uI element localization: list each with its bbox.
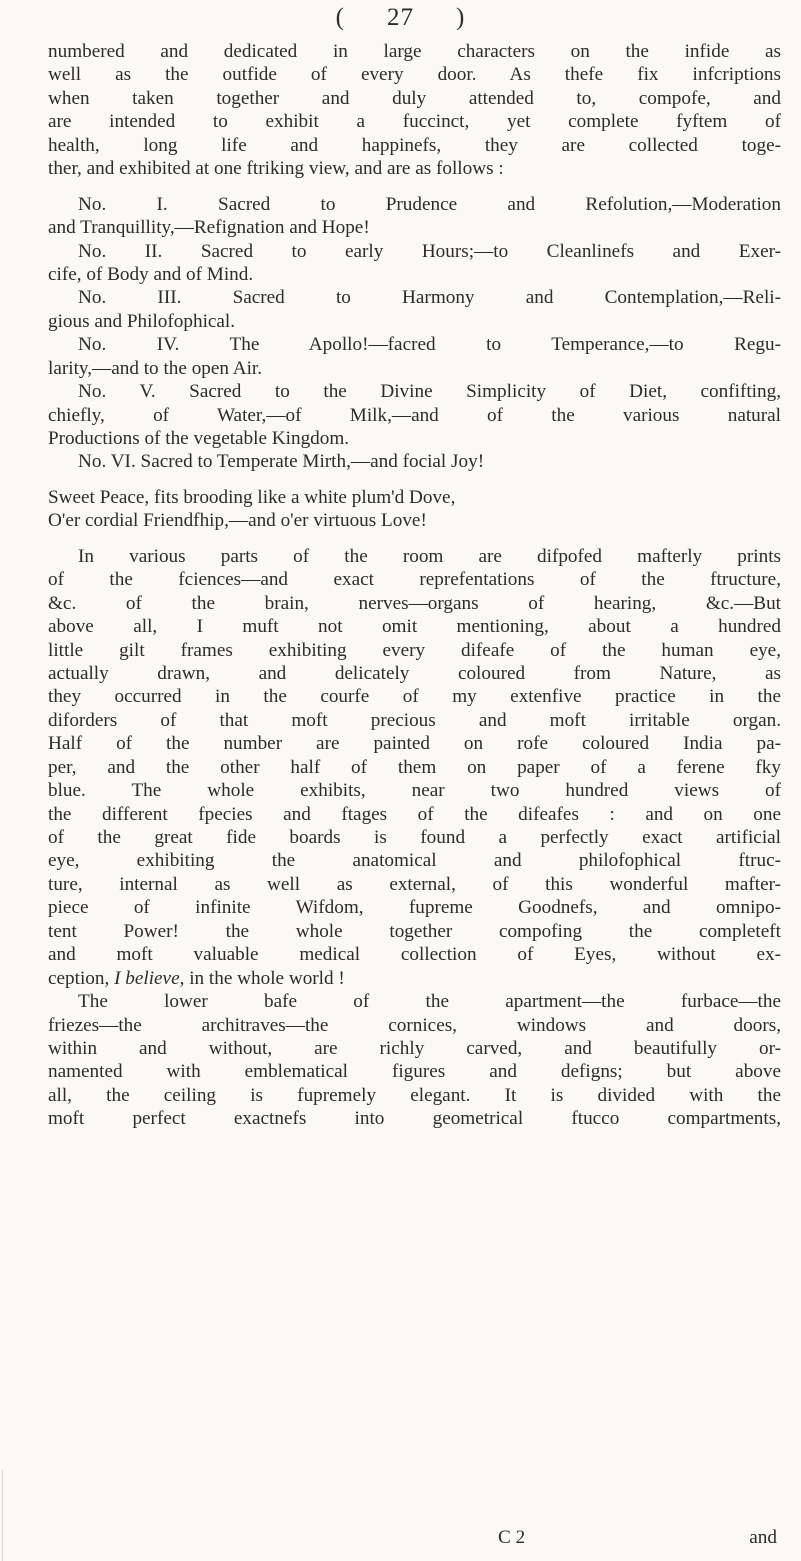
inscription-line: No. IV. The Apollo!—facred to Temperance,—to Regu- <box>78 334 781 356</box>
text-line: The lower bafe of the apartment—the furbace—the <box>78 991 781 1013</box>
text-segment: ception, <box>48 967 115 989</box>
verse-line: O'er cordial Friendfhip,—and o'er virtuous Love! <box>48 510 427 532</box>
inscription-line: and Tranquillity,—Refignation and Hope! <box>48 217 370 239</box>
text-line: ther, and exhibited at one ftriking view, and are as follows : <box>48 158 504 180</box>
text-line: little gilt frames exhibiting every difeafe of the human eye, <box>48 639 781 661</box>
inscription-line: gious and Philofophical. <box>48 310 236 332</box>
text-line: diforders of that moft precious and moft irritable organ. <box>48 709 781 731</box>
text-line: blue. The whole exhibits, near two hundred views of <box>48 780 781 802</box>
text-line: piece of infinite Wifdom, fupreme Goodnefs, and omnipo- <box>48 897 781 919</box>
text-line: actually drawn, and delicately coloured from Nature, as <box>48 662 781 684</box>
page-body <box>48 40 781 1131</box>
text-line: the different fpecies and ftages of the difeafes : and on one <box>48 803 781 825</box>
text-segment: , in the whole world ! <box>179 967 345 989</box>
text-line: numbered and dedicated in large characters on the infide as <box>48 41 781 62</box>
text-line: ture, internal as well as external, of this wonderful mafter- <box>48 873 781 895</box>
inscription-line: No. III. Sacred to Harmony and Contemplation,—Reli- <box>78 287 781 309</box>
page-footer <box>48 1527 781 1551</box>
text-line: health, long life and happinefs, they are collected toge- <box>48 134 781 156</box>
folio-open-paren: ( <box>335 4 345 31</box>
inscription-line: Productions of the vegetable Kingdom. <box>48 428 350 449</box>
folio-number: 27 <box>387 4 414 31</box>
page-edge-shadow <box>2 1470 3 1561</box>
inscription-line: chiefly, of Water,—of Milk,—and of the various natural <box>48 404 781 426</box>
text-line: Half of the number are painted on rofe coloured India pa- <box>48 733 781 755</box>
folio-close-paren: ) <box>456 4 466 31</box>
text-line: and moft valuable medical collection of Eyes, without ex- <box>48 944 781 966</box>
text-line: within and without, are richly carved, and beautifully or- <box>48 1037 781 1059</box>
signature-mark: C 2 <box>498 1527 526 1548</box>
text-line: per, and the other half of them on paper of a ferene fky <box>48 756 781 778</box>
verse-line: Sweet Peace, fits brooding like a white plum'd Dove, <box>48 486 456 508</box>
text-line: tent Power! the whole together compofing the completeft <box>48 920 781 942</box>
text-line: eye, exhibiting the anatomical and philofophical ftruc- <box>48 850 781 872</box>
inscription-line: No. I. Sacred to Prudence and Refolution,—Moderation <box>78 193 781 215</box>
text-line: when taken together and duly attended to, compofe, and <box>48 87 781 109</box>
text-line: are intended to exhibit a fuccinct, yet complete fyftem of <box>48 111 781 133</box>
text-line: above all, I muft not omit mentioning, about a hundred <box>48 616 781 638</box>
text-line: &c. of the brain, nerves—organs of hearing, &c.—But <box>48 592 781 614</box>
text-line: they occurred in the courfe of my extenfive practice in the <box>48 686 781 708</box>
inscription-line: No. II. Sacred to early Hours;—to Cleanlinefs and Exer- <box>78 240 781 262</box>
italic-phrase: I believe <box>114 967 180 989</box>
text-line: well as the outfide of every door. As thefe fix infcriptions <box>48 64 781 86</box>
text-line <box>48 967 781 990</box>
text-line: of the fciences—and exact reprefentations of the ftructure, <box>48 569 781 591</box>
inscription-line: larity,—and to the open Air. <box>48 357 263 379</box>
text-line: all, the ceiling is fupremely elegant. It is divided with the <box>48 1084 781 1106</box>
inscription-line: No. V. Sacred to the Divine Simplicity of Diet, confifting, <box>78 381 781 403</box>
text-line: friezes—the architraves—the cornices, windows and doors, <box>48 1014 781 1036</box>
catchword: and <box>749 1527 777 1548</box>
text-line: of the great fide boards is found a perfectly exact artificial <box>48 827 781 848</box>
text-line: In various parts of the room are difpofed mafterly prints <box>78 545 781 567</box>
inscription-line: No. VI. Sacred to Temperate Mirth,—and focial Joy! <box>78 451 485 473</box>
inscription-line: cife, of Body and of Mind. <box>48 263 254 285</box>
text-line: moft perfect exactnefs into geometrical ftucco compartments, <box>48 1108 781 1130</box>
text-line: namented with emblematical figures and defigns; but above <box>48 1061 781 1083</box>
page-number <box>0 4 801 32</box>
